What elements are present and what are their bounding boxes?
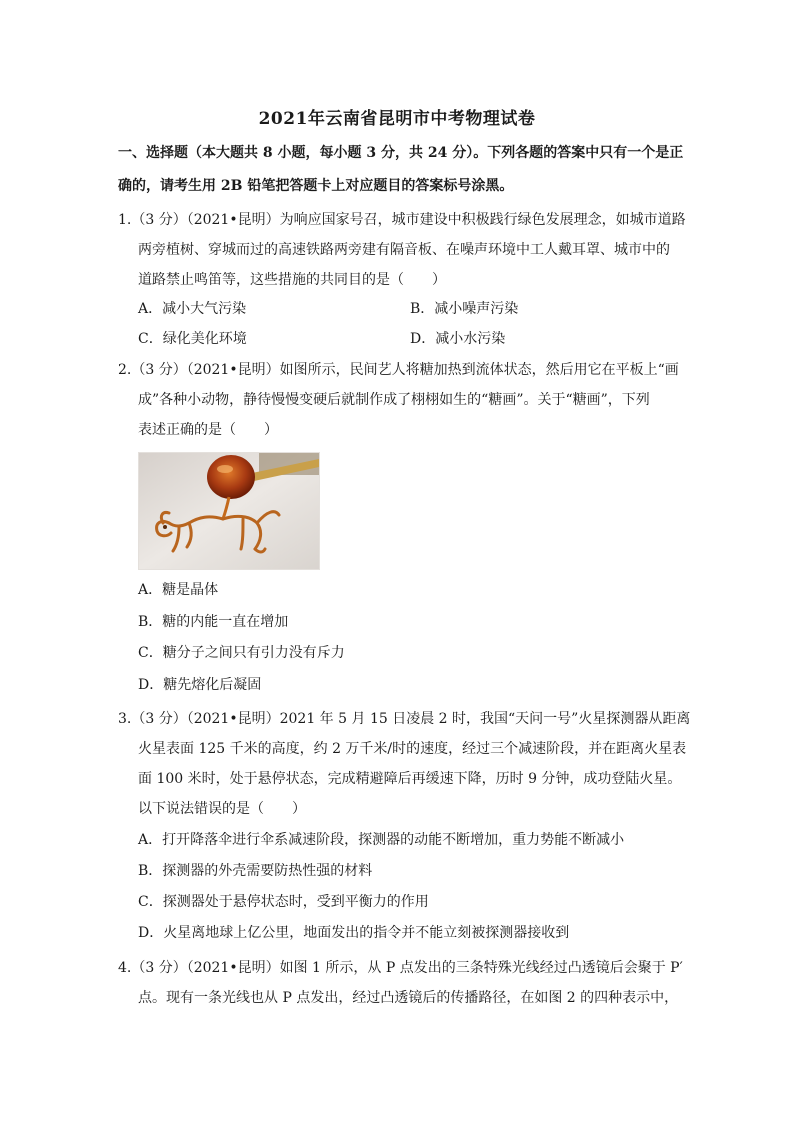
- q1-option-a: A．减小大气污染: [138, 301, 247, 317]
- q3-line3: 面 100 米时，处于悬停状态，完成精避障后再缓速下降，历时 9 分钟，成功登陆火星。: [138, 771, 682, 787]
- q2-line3: 表述正确的是（ ）: [138, 422, 278, 438]
- q2-option-b: B．糖的内能一直在增加: [138, 614, 289, 630]
- q2-option-c: C．糖分子之间只有引力没有斥力: [138, 645, 345, 661]
- q2-line2: 成”各种小动物，静待慢慢变硬后就制作成了栩栩如生的“糖画”。关于“糖画”，下列: [138, 392, 650, 408]
- section-header-line1: 一、选择题（本大题共 8 小题，每小题 3 分，共 24 分）。下列各题的答案中只有一个是正: [118, 145, 684, 161]
- q3-option-a: A．打开降落伞进行伞系减速阶段，探测器的动能不断增加，重力势能不断减小: [138, 832, 625, 848]
- page-title: 2021年云南省昆明市中考物理试卷: [258, 109, 536, 129]
- q3-option-c: C．探测器处于悬停状态时，受到平衡力的作用: [138, 894, 429, 910]
- sugar-painting-photo: [138, 452, 320, 570]
- q1-option-c: C．绿化美化环境: [138, 331, 247, 347]
- q2-option-a: A．糖是晶体: [138, 582, 219, 598]
- q2-option-d: D．糖先熔化后凝固: [138, 677, 262, 693]
- q1-line3: 道路禁止鸣笛等，这些措施的共同目的是（ ）: [138, 272, 446, 288]
- q3-option-b: B．探测器的外壳需要防热性强的材料: [138, 863, 373, 879]
- q3-line4: 以下说法错误的是（ ）: [138, 801, 306, 817]
- section-header-line2: 确的，请考生用 2B 铅笔把答题卡上对应题目的答案标号涂黑。: [118, 178, 514, 194]
- q3-line2: 火星表面 125 千米的高度，约 2 万千米/时的速度，经过三个减速阶段，并在距离火星表: [138, 741, 687, 757]
- q3-line1: 3.（3 分）（2021•昆明）2021 年 5 月 15 日凌晨 2 时，我国“天问一号”火星探测器从距离: [118, 711, 691, 727]
- q1-option-b: B．减小噪声污染: [410, 301, 519, 317]
- q2-line1: 2.（3 分）（2021•昆明）如图所示，民间艺人将糖加热到流体状态，然后用它在平板上“画: [118, 362, 679, 378]
- q1-line1: 1.（3 分）（2021•昆明）为响应国家号召，城市建设中积极践行绿色发展理念，如城市道路: [118, 212, 686, 228]
- q1-option-d: D．减小水污染: [410, 331, 506, 347]
- q3-option-d: D．火星离地球上亿公里，地面发出的指令并不能立刻被探测器接收到: [138, 925, 570, 941]
- q4-line2: 点。现有一条光线也从 P 点发出，经过凸透镜后的传播路径，在如图 2 的四种表示中，: [138, 990, 679, 1006]
- q4-line1: 4.（3 分）（2021•昆明）如图 1 所示，从 P 点发出的三条特殊光线经过凸透镜后会聚于 P′: [118, 960, 683, 976]
- q1-line2: 两旁植树、穿城而过的高速铁路两旁建有隔音板、在噪声环境中工人戴耳罩、城市中的: [138, 242, 670, 258]
